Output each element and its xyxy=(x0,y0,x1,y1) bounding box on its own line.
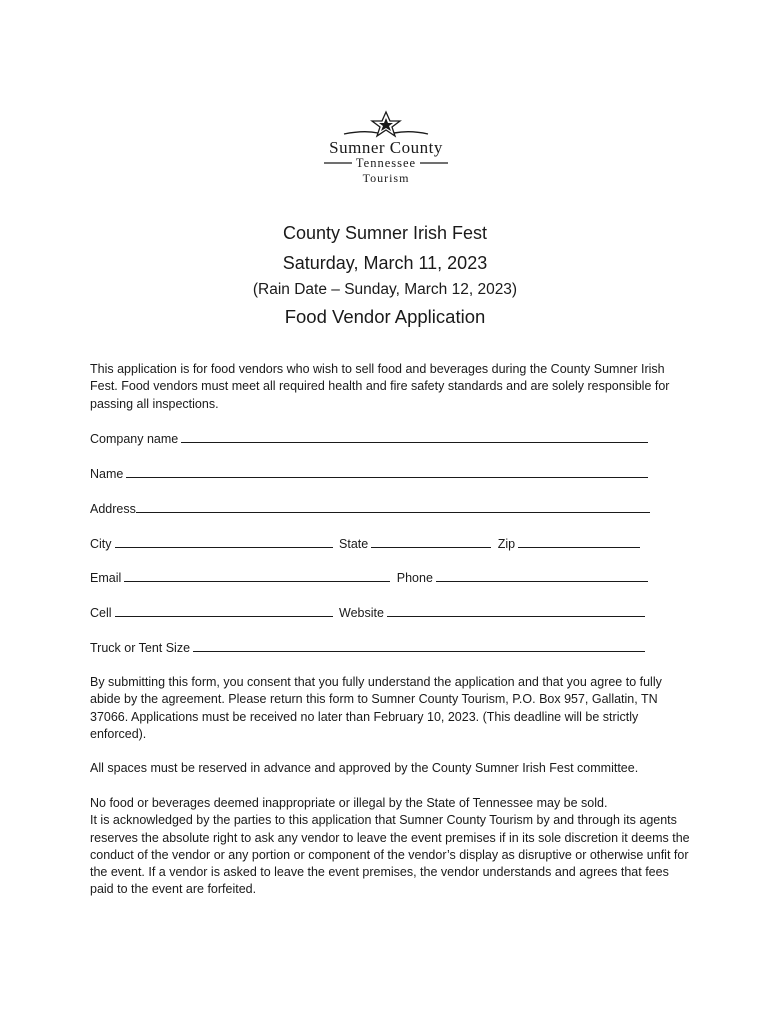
company-name-field[interactable] xyxy=(90,430,660,448)
truck-size-label: Truck or Tent Size xyxy=(90,641,191,655)
state-label: State xyxy=(339,537,369,551)
email-label: Email xyxy=(90,571,122,585)
email-phone-field[interactable] xyxy=(90,569,660,587)
zip-label: Zip xyxy=(497,537,516,551)
logo-line-1: Sumner County xyxy=(329,138,443,157)
name-field[interactable] xyxy=(90,465,660,483)
city-label: City xyxy=(90,537,112,551)
event-name: County Sumner Irish Fest xyxy=(282,223,488,243)
rain-date: (Rain Date – Sunday, March 12, 2023) xyxy=(252,281,518,298)
logo-line-3: Tourism xyxy=(362,171,410,185)
event-date: Saturday, March 11, 2023 xyxy=(282,253,488,273)
address-blank[interactable] xyxy=(136,500,650,513)
city-state-zip-field[interactable] xyxy=(90,535,660,553)
rules-paragraph xyxy=(90,795,690,899)
logo-graphic xyxy=(306,108,466,188)
prohibited-items-text: No food or beverages deemed inappropriate or illegal by the State of Tennessee may be sold. xyxy=(90,796,608,810)
consent-paragraph: By submitting this form, you consent that you fully understand the application and that you agree to fully abide by the agreement. Please return this form to Sumner County Tourism, P.O. Box 957, Gallatin, TN 37066. Applications must be received no later than February 10, 2023. (This deadline will be strictly enforced). xyxy=(90,675,662,741)
company-name-blank[interactable] xyxy=(181,430,648,443)
phone-blank[interactable] xyxy=(436,569,648,582)
address-label: Address xyxy=(90,502,136,516)
website-blank[interactable] xyxy=(387,604,645,617)
cell-blank[interactable] xyxy=(115,604,333,617)
intro-paragraph: This application is for food vendors who wish to sell food and beverages during the County Sumner Irish Fest. Food vendors must meet all required health and fire safety standards and are solely responsible for passing all inspections. xyxy=(90,362,670,411)
website-label: Website xyxy=(339,606,384,620)
form-title: Food Vendor Application xyxy=(284,306,486,327)
company-name-label: Company name xyxy=(90,432,179,446)
email-blank[interactable] xyxy=(124,569,390,582)
state-blank[interactable] xyxy=(371,535,491,548)
truck-tent-size-field[interactable] xyxy=(90,639,660,657)
name-blank[interactable] xyxy=(126,465,648,478)
name-label: Name xyxy=(90,467,124,481)
city-blank[interactable] xyxy=(115,535,333,548)
cell-website-field[interactable] xyxy=(90,604,660,622)
zip-blank[interactable] xyxy=(518,535,640,548)
logo-line-2: Tennessee xyxy=(355,156,417,170)
removal-policy-text: It is acknowledged by the parties to this application that Sumner County Tourism by and through its agents reserves the absolute right to ask any vendor to leave the event premises if in its sole discretion it deems the conduct of the vendor or any portion or component of the vendor’s display as disruptive or otherwise unfit for the event. If a vendor is asked to leave the event premises, the vendor understands and agrees that fees paid to the event are forfeited. xyxy=(90,813,690,897)
truck-size-blank[interactable] xyxy=(193,639,645,652)
cell-label: Cell xyxy=(90,606,112,620)
reservation-paragraph: All spaces must be reserved in advance and approved by the County Sumner Irish Fest committee. xyxy=(90,761,639,775)
phone-label: Phone xyxy=(396,571,433,585)
sumner-county-tourism-logo xyxy=(306,108,466,188)
address-field[interactable] xyxy=(90,500,660,518)
